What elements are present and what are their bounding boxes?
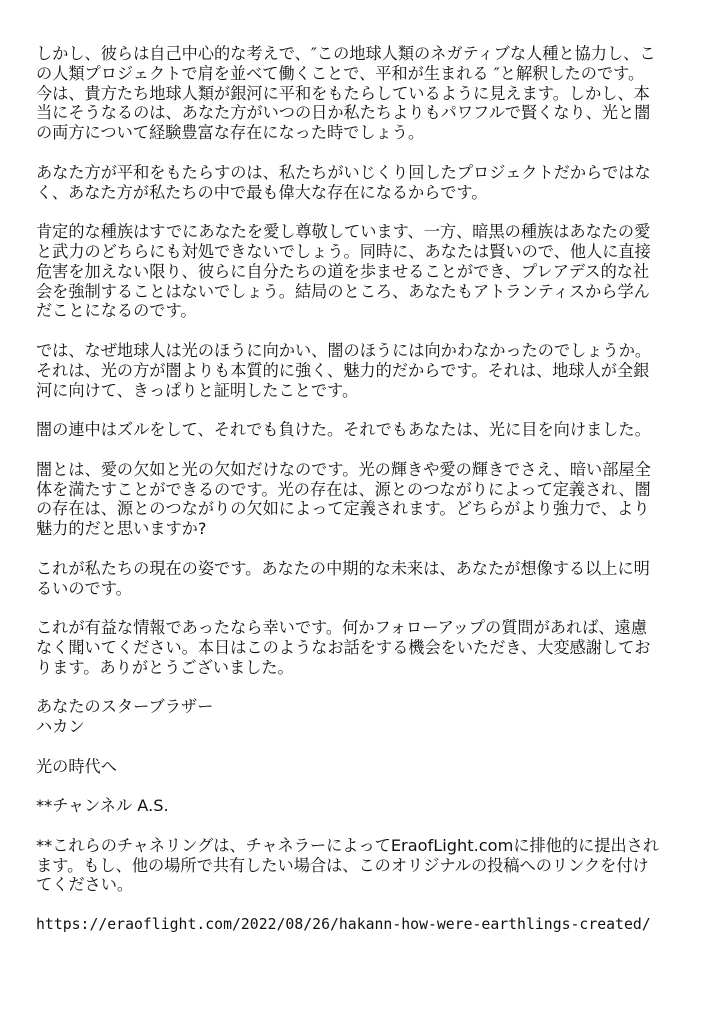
paragraph	[36, 420, 690, 440]
text-line: 会を強制することはないでしょう。結局のところ、あなたもアトランティスから学ん	[36, 281, 650, 301]
text-line: 河に向けて、きっぱりと証明したことです。	[36, 380, 359, 400]
text-line: 体を満たすことができるのです。光の存在は、源とのつながりによって定義され、闇	[36, 479, 651, 499]
paragraph	[36, 44, 690, 143]
text-line: の両方について経験豊富な存在になった時でしょう。	[36, 123, 425, 143]
text-line: 闇とは、愛の欠如と光の欠如だけなのです。光の輝きや愛の輝きでさえ、暗い部屋全	[36, 459, 651, 479]
text-line: これが有益な情報であったなら幸いです。何かフォローアップの質問があれば、遠慮	[36, 618, 647, 638]
text-line: てください。	[36, 875, 134, 895]
text-line: ります。ありがとうございました。	[36, 657, 294, 677]
paragraph	[36, 796, 690, 816]
document-body	[36, 44, 690, 895]
text-line: 危害を加えない限り、彼らに自分たちの道を歩ませることができ、プレアデス的な社	[36, 261, 650, 281]
text-line: く、あなた方が私たちの中で最も偉大な存在になるからです。	[36, 182, 488, 202]
paragraph	[36, 163, 690, 203]
source-url: https://eraoflight.com/2022/08/26/hakann-how-were-earthlings-created/	[36, 916, 651, 934]
text-line: あなたのスターブラザー	[36, 697, 214, 717]
paragraph	[36, 559, 690, 599]
text-line: の人類プロジェクトで肩を並べて働くことで、平和が生まれる ″と解釈したのです。	[36, 63, 645, 83]
paragraph	[36, 836, 690, 895]
text-line: では、なぜ地球人は光のほうに向かい、闇のほうには向かわなかったのでしょうか。	[36, 340, 652, 360]
text-line: ます。もし、他の場所で共有したい場合は、このオリジナルの投稿へのリンクを付け	[36, 855, 649, 875]
text-line: の存在は、源とのつながりの欠如によって定義されます。どちらがより強力で、より	[36, 499, 650, 519]
text-line: 今は、貴方たち地球人類が銀河に平和をもたらしているように見えます。しかし、本	[36, 83, 650, 103]
paragraph	[36, 697, 690, 737]
text-line: しかし、彼らは自己中心的な考えで、″この地球人類のネガティブな人種と協力し、こ	[36, 44, 656, 63]
text-line: **チャンネル A.S.	[36, 796, 169, 816]
document-page	[36, 44, 690, 935]
paragraph	[36, 618, 690, 677]
paragraph	[36, 757, 690, 777]
text-line: 光の時代へ	[36, 756, 117, 776]
text-line: 闇の連中はズルをして、それでも負けた。それでもあなたは、光に目を向けました。	[36, 420, 651, 440]
paragraph	[36, 341, 690, 400]
text-line: 魅力的だと思いますか?	[36, 519, 207, 539]
text-line: と武力のどちらにも対処できないでしょう。同時に、あなたは賢いので、他人に直接	[36, 241, 651, 261]
text-line: ハカン	[36, 717, 85, 737]
text-line: だことになるのです。	[36, 301, 197, 321]
text-line: 肯定的な種族はすでにあなたを愛し尊敬しています、一方、暗黒の種族はあなたの愛	[36, 222, 651, 242]
text-line: **これらのチャネリングは、チャネラーによってEraofLight.comに排他的に提出され	[36, 835, 660, 855]
paragraph	[36, 222, 690, 321]
paragraph	[36, 460, 690, 539]
text-line: 当にそうなるのは、あなた方がいつの日か私たちよりもパワフルで賢くなり、光と闇	[36, 103, 651, 123]
text-line: それは、光の方が闇よりも本質的に強く、魅力的だからです。それは、地球人が全銀	[36, 360, 650, 380]
text-line: るいのです。	[36, 578, 132, 598]
text-line: これが私たちの現在の姿です。あなたの中期的な未来は、あなたが想像する以上に明	[36, 558, 650, 578]
text-line: あなた方が平和をもたらすのは、私たちがいじくり回したプロジェクトだからではな	[36, 162, 651, 182]
text-line: なく聞いてください。本日はこのようなお話をする機会をいただき、大変感謝してお	[36, 637, 651, 657]
